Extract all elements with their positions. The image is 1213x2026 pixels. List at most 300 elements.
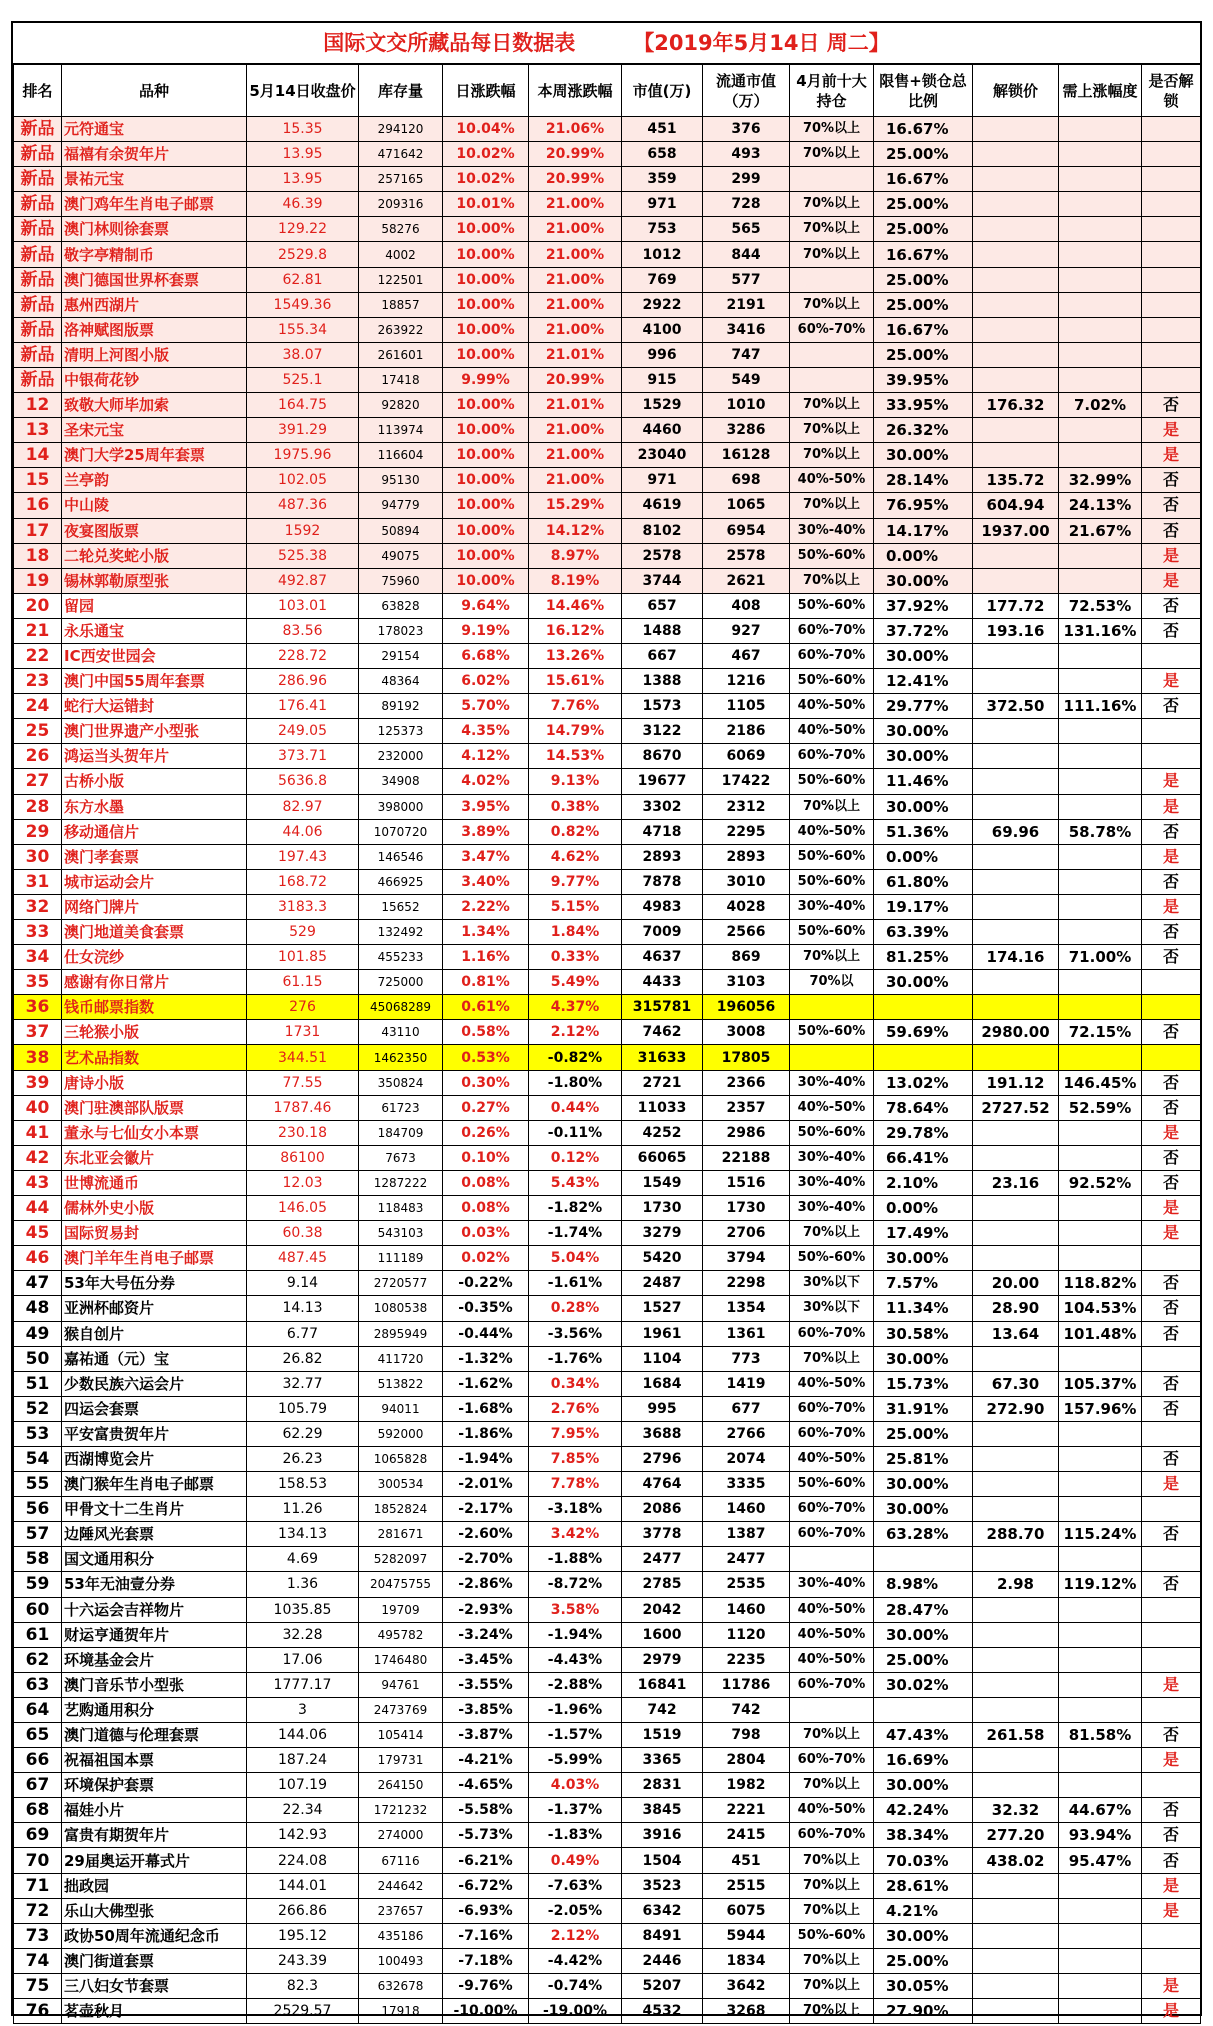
cell-inventory: 67116 <box>359 1848 443 1873</box>
cell-close: 1731 <box>247 1020 359 1045</box>
cell-close: 1592 <box>247 518 359 543</box>
cell-float-cap: 2357 <box>703 1095 790 1120</box>
table-row <box>14 1120 1201 1145</box>
cell-top10: 50%-60% <box>790 1246 874 1271</box>
cell-unlock-price: 372.50 <box>973 694 1059 719</box>
cell-unlock-price: 288.70 <box>973 1522 1059 1547</box>
cell-float-cap: 1730 <box>703 1196 790 1221</box>
cell-float-cap: 2566 <box>703 920 790 945</box>
cell-inventory: 209316 <box>359 192 443 217</box>
cell-float-cap: 1361 <box>703 1321 790 1346</box>
cell-close: 492.87 <box>247 568 359 593</box>
cell-unlock-price: 272.90 <box>973 1396 1059 1421</box>
cell-inventory: 75960 <box>359 568 443 593</box>
cell-name: 澳门鸡年生肖电子邮票 <box>62 192 247 217</box>
cell-name: 景祐元宝 <box>62 167 247 192</box>
cell-inventory: 132492 <box>359 920 443 945</box>
cell-unlock-price <box>973 1497 1059 1522</box>
cell-rank: 58 <box>14 1547 62 1572</box>
cell-day-change: 0.10% <box>443 1145 529 1170</box>
cell-rank: 新品 <box>14 117 62 142</box>
cell-top10: 70%以上 <box>790 242 874 267</box>
cell-unlock-price <box>973 443 1059 468</box>
cell-unlock-price <box>973 643 1059 668</box>
cell-top10: 40%-50% <box>790 1647 874 1672</box>
cell-unlock-price <box>973 267 1059 292</box>
table-row <box>14 1848 1201 1873</box>
cell-locked-ratio: 16.67% <box>874 117 973 142</box>
cell-top10: 60%-70% <box>790 1823 874 1848</box>
cell-locked-ratio: 42.24% <box>874 1798 973 1823</box>
cell-unlock-price <box>973 1120 1059 1145</box>
cell-rank: 66 <box>14 1748 62 1773</box>
cell-rank: 62 <box>14 1647 62 1672</box>
cell-day-change: -0.44% <box>443 1321 529 1346</box>
cell-week-change: -1.88% <box>529 1547 622 1572</box>
cell-close: 17.06 <box>247 1647 359 1672</box>
cell-needed-rise <box>1059 1346 1142 1371</box>
cell-float-cap: 376 <box>703 117 790 142</box>
cell-unlocked: 否 <box>1142 1572 1201 1597</box>
cell-name: 惠州西湖片 <box>62 292 247 317</box>
cell-inventory: 1721232 <box>359 1798 443 1823</box>
cell-needed-rise <box>1059 342 1142 367</box>
cell-needed-rise: 58.78% <box>1059 819 1142 844</box>
cell-locked-ratio: 30.00% <box>874 443 973 468</box>
cell-float-cap: 1460 <box>703 1597 790 1622</box>
collectibles-table <box>13 64 1201 2024</box>
cell-week-change: -3.56% <box>529 1321 622 1346</box>
cell-market-cap: 657 <box>622 593 703 618</box>
cell-rank: 40 <box>14 1095 62 1120</box>
cell-rank: 14 <box>14 443 62 468</box>
cell-close: 197.43 <box>247 844 359 869</box>
cell-locked-ratio: 51.36% <box>874 819 973 844</box>
cell-inventory: 1287222 <box>359 1170 443 1195</box>
cell-top10: 60%-70% <box>790 1497 874 1522</box>
cell-inventory: 94761 <box>359 1672 443 1697</box>
col-header-needed-rise: 需上涨幅度 <box>1059 65 1142 117</box>
cell-rank: 25 <box>14 719 62 744</box>
table-row <box>14 1748 1201 1773</box>
cell-week-change: 0.12% <box>529 1145 622 1170</box>
cell-name: 中银荷花钞 <box>62 367 247 392</box>
cell-unlock-price <box>973 1873 1059 1898</box>
cell-top10 <box>790 267 874 292</box>
cell-locked-ratio: 38.34% <box>874 1823 973 1848</box>
cell-locked-ratio: 37.72% <box>874 618 973 643</box>
cell-top10: 70%以上 <box>790 1723 874 1748</box>
cell-week-change: 2.12% <box>529 1923 622 1948</box>
cell-locked-ratio: 30.02% <box>874 1672 973 1697</box>
cell-week-change: 0.44% <box>529 1095 622 1120</box>
cell-inventory: 95130 <box>359 468 443 493</box>
cell-float-cap: 493 <box>703 142 790 167</box>
cell-close: 164.75 <box>247 393 359 418</box>
table-row <box>14 945 1201 970</box>
cell-close: 3183.3 <box>247 894 359 919</box>
cell-locked-ratio: 30.00% <box>874 719 973 744</box>
table-row <box>14 1246 1201 1271</box>
cell-rank: 17 <box>14 518 62 543</box>
cell-unlocked <box>1142 744 1201 769</box>
cell-day-change: 10.00% <box>443 568 529 593</box>
cell-unlock-price: 277.20 <box>973 1823 1059 1848</box>
cell-needed-rise <box>1059 568 1142 593</box>
cell-unlock-price: 28.90 <box>973 1296 1059 1321</box>
cell-unlock-price <box>973 317 1059 342</box>
cell-rank: 44 <box>14 1196 62 1221</box>
cell-top10: 70%以上 <box>790 142 874 167</box>
cell-rank: 23 <box>14 669 62 694</box>
cell-top10: 40%-50% <box>790 1095 874 1120</box>
cell-week-change: 13.26% <box>529 643 622 668</box>
cell-market-cap: 4532 <box>622 1999 703 2024</box>
cell-week-change: 7.95% <box>529 1421 622 1446</box>
table-row <box>14 117 1201 142</box>
cell-unlocked: 否 <box>1142 869 1201 894</box>
cell-unlocked <box>1142 995 1201 1020</box>
cell-market-cap: 19677 <box>622 769 703 794</box>
cell-name: 政协50周年流通纪念币 <box>62 1923 247 1948</box>
cell-name: 53年大号伍分券 <box>62 1271 247 1296</box>
cell-week-change: 21.00% <box>529 242 622 267</box>
cell-rank: 新品 <box>14 142 62 167</box>
cell-market-cap: 1388 <box>622 669 703 694</box>
cell-rank: 69 <box>14 1823 62 1848</box>
cell-unlocked: 是 <box>1142 769 1201 794</box>
cell-week-change: -2.05% <box>529 1898 622 1923</box>
cell-name: 澳门驻澳部队版票 <box>62 1095 247 1120</box>
cell-top10: 30%-40% <box>790 1572 874 1597</box>
cell-market-cap: 7462 <box>622 1020 703 1045</box>
cell-unlock-price <box>973 769 1059 794</box>
cell-needed-rise <box>1059 1472 1142 1497</box>
cell-market-cap: 2831 <box>622 1773 703 1798</box>
cell-market-cap: 3688 <box>622 1421 703 1446</box>
col-header-rank: 排名 <box>14 65 62 117</box>
cell-rank: 53 <box>14 1421 62 1446</box>
cell-needed-rise <box>1059 1948 1142 1973</box>
cell-unlocked <box>1142 1923 1201 1948</box>
cell-name: 猴自创片 <box>62 1321 247 1346</box>
cell-inventory: 466925 <box>359 869 443 894</box>
cell-name: 仕女浣纱 <box>62 945 247 970</box>
cell-market-cap: 667 <box>622 643 703 668</box>
table-row <box>14 1196 1201 1221</box>
cell-float-cap: 11786 <box>703 1672 790 1697</box>
cell-float-cap: 2415 <box>703 1823 790 1848</box>
cell-rank: 新品 <box>14 317 62 342</box>
col-header-market-cap: 市值(万) <box>622 65 703 117</box>
table-row <box>14 1497 1201 1522</box>
cell-unlocked <box>1142 1246 1201 1271</box>
cell-rank: 新品 <box>14 192 62 217</box>
cell-locked-ratio: 25.00% <box>874 267 973 292</box>
cell-float-cap: 4028 <box>703 894 790 919</box>
cell-market-cap: 658 <box>622 142 703 167</box>
cell-name: 富贵有期贺年片 <box>62 1823 247 1848</box>
cell-unlocked: 是 <box>1142 1120 1201 1145</box>
cell-name: 环境保护套票 <box>62 1773 247 1798</box>
cell-locked-ratio: 70.03% <box>874 1848 973 1873</box>
cell-day-change: 0.58% <box>443 1020 529 1045</box>
cell-rank: 63 <box>14 1672 62 1697</box>
cell-top10: 50%-60% <box>790 1923 874 1948</box>
cell-unlocked: 否 <box>1142 1145 1201 1170</box>
cell-locked-ratio: 30.58% <box>874 1321 973 1346</box>
cell-name: 澳门音乐节小型张 <box>62 1672 247 1697</box>
cell-unlock-price <box>973 1346 1059 1371</box>
cell-inventory: 1852824 <box>359 1497 443 1522</box>
cell-week-change: 7.85% <box>529 1446 622 1471</box>
cell-top10: 40%-50% <box>790 1446 874 1471</box>
cell-day-change: 5.70% <box>443 694 529 719</box>
cell-market-cap: 1012 <box>622 242 703 267</box>
cell-rank: 34 <box>14 945 62 970</box>
cell-market-cap: 2979 <box>622 1647 703 1672</box>
cell-market-cap: 2487 <box>622 1271 703 1296</box>
cell-top10: 30%以下 <box>790 1296 874 1321</box>
cell-name: 澳门猴年生肖电子邮票 <box>62 1472 247 1497</box>
cell-unlock-price <box>973 167 1059 192</box>
table-row <box>14 1472 1201 1497</box>
cell-name: 澳门中国55周年套票 <box>62 669 247 694</box>
cell-name: 澳门林则徐套票 <box>62 217 247 242</box>
cell-unlocked <box>1142 719 1201 744</box>
cell-week-change: 14.53% <box>529 744 622 769</box>
cell-locked-ratio: 25.81% <box>874 1446 973 1471</box>
cell-float-cap: 869 <box>703 945 790 970</box>
cell-day-change: 10.00% <box>443 518 529 543</box>
cell-rank: 新品 <box>14 242 62 267</box>
cell-close: 243.39 <box>247 1948 359 1973</box>
cell-day-change: -3.85% <box>443 1697 529 1722</box>
cell-name: 澳门世界遗产小型张 <box>62 719 247 744</box>
cell-name: 兰亭韵 <box>62 468 247 493</box>
cell-top10: 50%-60% <box>790 844 874 869</box>
cell-day-change: 1.16% <box>443 945 529 970</box>
cell-top10: 30%-40% <box>790 1170 874 1195</box>
cell-name: 平安富贵贺年片 <box>62 1421 247 1446</box>
cell-day-change: 6.02% <box>443 669 529 694</box>
cell-inventory: 350824 <box>359 1070 443 1095</box>
cell-day-change: 10.04% <box>443 117 529 142</box>
cell-top10: 70%以上 <box>790 393 874 418</box>
cell-unlock-price <box>973 117 1059 142</box>
cell-locked-ratio: 31.91% <box>874 1396 973 1421</box>
cell-float-cap: 2235 <box>703 1647 790 1672</box>
cell-float-cap: 3286 <box>703 418 790 443</box>
cell-rank: 21 <box>14 618 62 643</box>
cell-needed-rise: 101.48% <box>1059 1321 1142 1346</box>
cell-top10: 40%-50% <box>790 1622 874 1647</box>
cell-unlock-price <box>973 1973 1059 1998</box>
cell-day-change: -1.94% <box>443 1446 529 1471</box>
cell-unlocked: 是 <box>1142 568 1201 593</box>
cell-unlocked <box>1142 1045 1201 1070</box>
cell-day-change: 0.02% <box>443 1246 529 1271</box>
cell-unlock-price <box>973 1196 1059 1221</box>
cell-unlocked: 否 <box>1142 518 1201 543</box>
cell-name: 夜宴图版票 <box>62 518 247 543</box>
cell-name: 留园 <box>62 593 247 618</box>
table-row <box>14 1697 1201 1722</box>
cell-unlock-price: 176.32 <box>973 393 1059 418</box>
cell-unlock-price: 69.96 <box>973 819 1059 844</box>
cell-close: 373.71 <box>247 744 359 769</box>
cell-close: 62.29 <box>247 1421 359 1446</box>
cell-float-cap: 565 <box>703 217 790 242</box>
cell-rank: 57 <box>14 1522 62 1547</box>
cell-name: 古桥小版 <box>62 769 247 794</box>
cell-rank: 60 <box>14 1597 62 1622</box>
cell-top10: 50%-60% <box>790 669 874 694</box>
cell-inventory: 19709 <box>359 1597 443 1622</box>
cell-top10: 50%-60% <box>790 593 874 618</box>
cell-name: 29届奥运开幕式片 <box>62 1848 247 1873</box>
cell-top10: 30%-40% <box>790 1070 874 1095</box>
cell-locked-ratio: 30.00% <box>874 1246 973 1271</box>
cell-top10: 60%-70% <box>790 744 874 769</box>
cell-float-cap: 844 <box>703 242 790 267</box>
cell-float-cap: 1065 <box>703 493 790 518</box>
cell-day-change: 0.26% <box>443 1120 529 1145</box>
cell-rank: 12 <box>14 393 62 418</box>
cell-unlock-price <box>973 1597 1059 1622</box>
cell-unlocked: 是 <box>1142 1999 1201 2024</box>
cell-rank: 新品 <box>14 267 62 292</box>
cell-week-change: -1.83% <box>529 1823 622 1848</box>
cell-close: 82.97 <box>247 794 359 819</box>
cell-top10: 40%-50% <box>790 1597 874 1622</box>
cell-top10: 70%以上 <box>790 117 874 142</box>
cell-name: 澳门街道套票 <box>62 1948 247 1973</box>
cell-market-cap: 6342 <box>622 1898 703 1923</box>
table-row <box>14 1773 1201 1798</box>
cell-week-change: 21.00% <box>529 292 622 317</box>
cell-name: 移动通信片 <box>62 819 247 844</box>
cell-unlock-price <box>973 920 1059 945</box>
cell-needed-rise: 146.45% <box>1059 1070 1142 1095</box>
cell-name: 感谢有你日常片 <box>62 970 247 995</box>
cell-week-change: 2.12% <box>529 1020 622 1045</box>
cell-day-change: 2.22% <box>443 894 529 919</box>
cell-unlocked <box>1142 217 1201 242</box>
cell-name: 唐诗小版 <box>62 1070 247 1095</box>
cell-needed-rise <box>1059 769 1142 794</box>
cell-rank: 30 <box>14 844 62 869</box>
cell-rank: 75 <box>14 1973 62 1998</box>
cell-unlock-price <box>973 1748 1059 1773</box>
cell-week-change: 4.37% <box>529 995 622 1020</box>
cell-name: 圣宋元宝 <box>62 418 247 443</box>
cell-close: 266.86 <box>247 1898 359 1923</box>
cell-unlock-price <box>973 1472 1059 1497</box>
cell-locked-ratio: 29.78% <box>874 1120 973 1145</box>
cell-market-cap: 4718 <box>622 819 703 844</box>
cell-needed-rise <box>1059 1923 1142 1948</box>
cell-market-cap: 1961 <box>622 1321 703 1346</box>
cell-close: 101.85 <box>247 945 359 970</box>
cell-unlocked <box>1142 1948 1201 1973</box>
cell-inventory: 232000 <box>359 744 443 769</box>
cell-unlock-price: 13.64 <box>973 1321 1059 1346</box>
cell-market-cap: 315781 <box>622 995 703 1020</box>
cell-unlocked: 否 <box>1142 593 1201 618</box>
table-row <box>14 618 1201 643</box>
cell-day-change: -2.86% <box>443 1572 529 1597</box>
cell-close: 158.53 <box>247 1472 359 1497</box>
col-header-unlocked: 是否解锁 <box>1142 65 1201 117</box>
cell-close: 26.23 <box>247 1446 359 1471</box>
cell-close: 144.06 <box>247 1723 359 1748</box>
cell-day-change: 9.99% <box>443 367 529 392</box>
cell-day-change: -0.35% <box>443 1296 529 1321</box>
cell-needed-rise: 95.47% <box>1059 1848 1142 1873</box>
cell-week-change: 16.12% <box>529 618 622 643</box>
cell-inventory: 725000 <box>359 970 443 995</box>
cell-close: 3 <box>247 1697 359 1722</box>
cell-close: 155.34 <box>247 317 359 342</box>
cell-inventory: 1065828 <box>359 1446 443 1471</box>
cell-close: 62.81 <box>247 267 359 292</box>
cell-locked-ratio: 37.92% <box>874 593 973 618</box>
cell-unlock-price: 135.72 <box>973 468 1059 493</box>
cell-float-cap: 451 <box>703 1848 790 1873</box>
cell-close: 276 <box>247 995 359 1020</box>
cell-market-cap: 23040 <box>622 443 703 468</box>
cell-week-change: 21.06% <box>529 117 622 142</box>
cell-inventory: 261601 <box>359 342 443 367</box>
cell-inventory: 146546 <box>359 844 443 869</box>
cell-inventory: 471642 <box>359 142 443 167</box>
cell-name: 蛇行大运错封 <box>62 694 247 719</box>
cell-unlocked <box>1142 192 1201 217</box>
cell-day-change: 0.27% <box>443 1095 529 1120</box>
cell-inventory: 2720577 <box>359 1271 443 1296</box>
cell-locked-ratio: 26.32% <box>874 418 973 443</box>
cell-unlock-price <box>973 1145 1059 1170</box>
table-row <box>14 894 1201 919</box>
cell-market-cap: 996 <box>622 342 703 367</box>
cell-inventory: 495782 <box>359 1622 443 1647</box>
cell-locked-ratio: 30.00% <box>874 568 973 593</box>
cell-needed-rise <box>1059 1145 1142 1170</box>
cell-close: 32.28 <box>247 1622 359 1647</box>
cell-inventory: 178023 <box>359 618 443 643</box>
cell-locked-ratio: 76.95% <box>874 493 973 518</box>
cell-market-cap: 3279 <box>622 1221 703 1246</box>
cell-unlocked: 否 <box>1142 618 1201 643</box>
cell-locked-ratio: 30.00% <box>874 970 973 995</box>
table-row <box>14 393 1201 418</box>
cell-top10: 50%-60% <box>790 1472 874 1497</box>
cell-inventory: 632678 <box>359 1973 443 1998</box>
cell-market-cap: 3778 <box>622 1522 703 1547</box>
table-row <box>14 1798 1201 1823</box>
cell-market-cap: 4764 <box>622 1472 703 1497</box>
cell-market-cap: 2477 <box>622 1547 703 1572</box>
table-row <box>14 1898 1201 1923</box>
cell-unlock-price: 191.12 <box>973 1070 1059 1095</box>
cell-day-change: 0.08% <box>443 1196 529 1221</box>
cell-week-change: -1.61% <box>529 1271 622 1296</box>
cell-rank: 24 <box>14 694 62 719</box>
col-header-day-change: 日涨跌幅 <box>443 65 529 117</box>
cell-unlocked: 是 <box>1142 543 1201 568</box>
cell-inventory: 94779 <box>359 493 443 518</box>
